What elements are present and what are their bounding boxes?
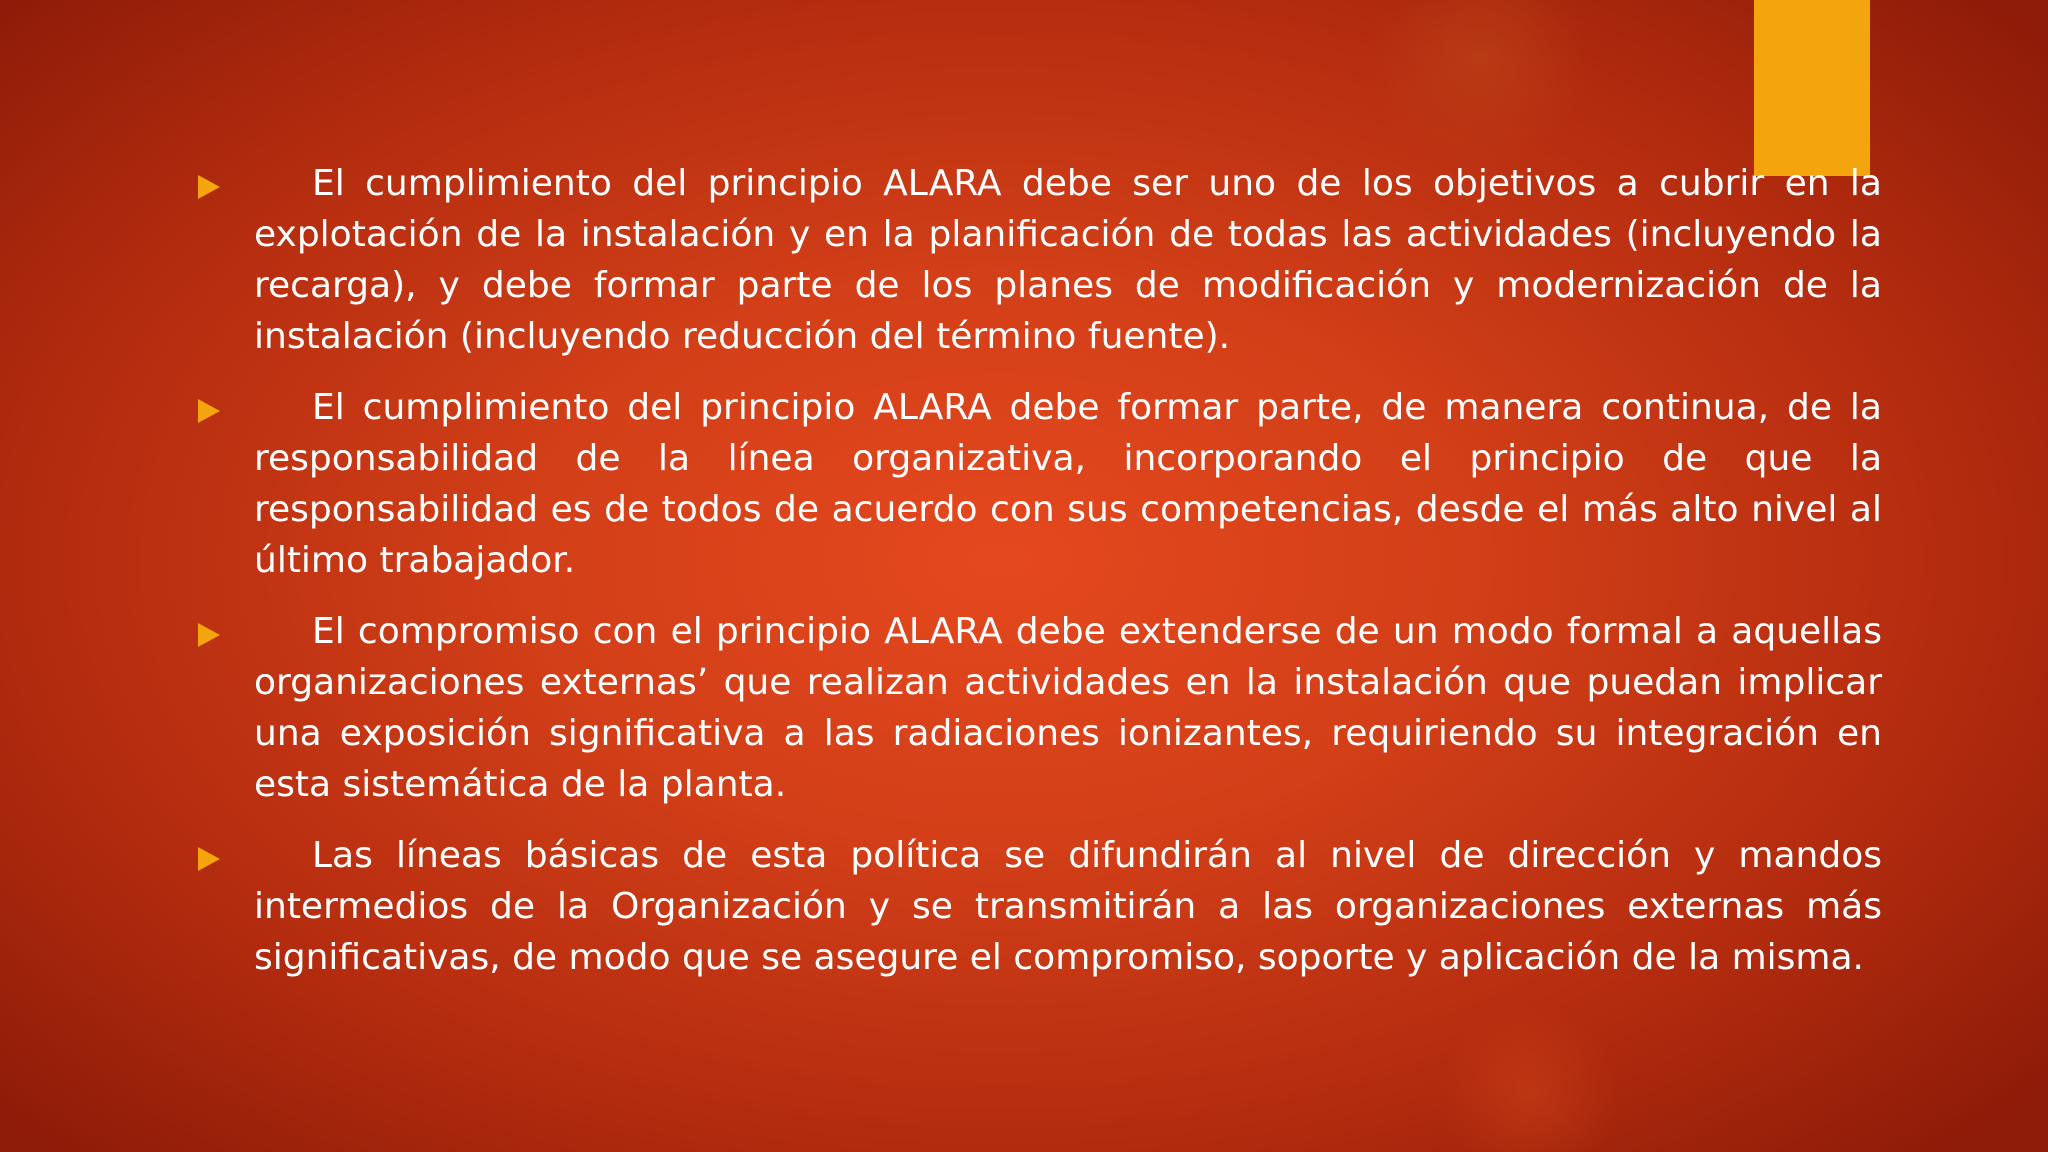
play-triangle-icon — [198, 175, 220, 199]
bullet-text: Las líneas básicas de esta política se difundirán al nivel de dirección y mandos intermedios de la Organización y se transmitirán a las organizaciones externas más significativas, de modo que se asegure el compromiso, soporte y aplicación de la misma. — [254, 835, 1882, 978]
bullet-item — [190, 830, 1882, 983]
bullet-list — [190, 158, 1882, 1003]
bullet-item — [190, 382, 1882, 586]
play-triangle-icon — [198, 399, 220, 423]
bullet-text: El cumplimiento del principio ALARA debe formar parte, de manera continua, de la responsabilidad de la línea organizativa, incorporando el principio de que la responsabilidad es de todos de acuerdo con sus competencias, desde el más alto nivel al último trabajador. — [254, 387, 1882, 581]
play-triangle-icon — [198, 847, 220, 871]
bullet-text: El compromiso con el principio ALARA debe extenderse de un modo formal a aquellas organizaciones externas’ que realizan actividades en la instalación que puedan implicar una exposición significativa a las radiaciones ionizantes, requiriendo su integración en esta sistemática de la planta. — [254, 611, 1882, 805]
bullet-item — [190, 606, 1882, 810]
bullet-item — [190, 158, 1882, 362]
bullet-text: El cumplimiento del principio ALARA debe ser uno de los objetivos a cubrir en la explotación de la instalación y en la planificación de todas las actividades (incluyendo la recarga), y debe formar parte de los planes de modificación y modernización de la instalación (incluyendo reducción del término fuente). — [254, 163, 1882, 357]
accent-tab — [1754, 0, 1870, 176]
play-triangle-icon — [198, 623, 220, 647]
